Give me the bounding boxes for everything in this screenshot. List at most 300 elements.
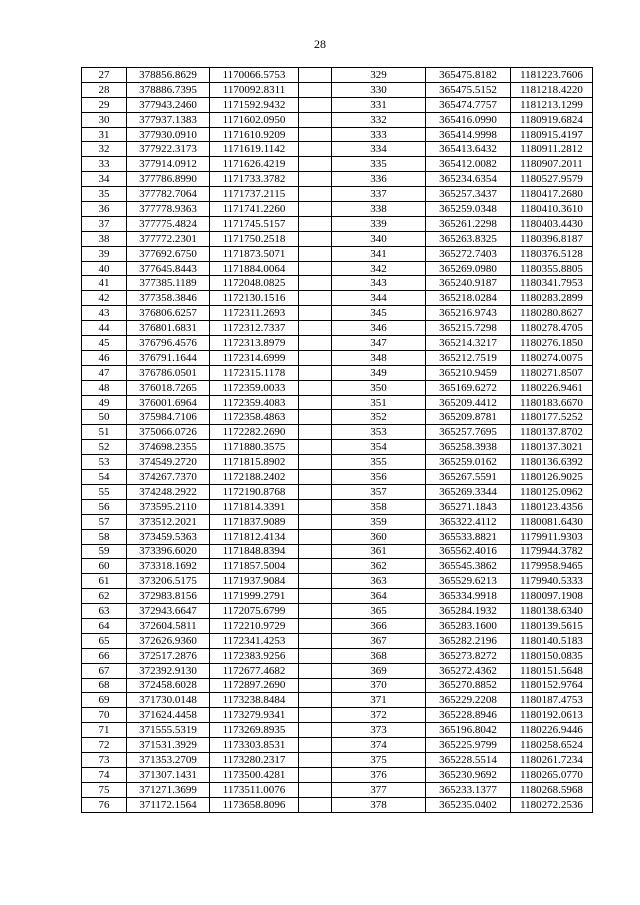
left-x-coordinate: 374698.2355 [127, 440, 210, 455]
left-y-coordinate: 1173303.8531 [210, 738, 299, 753]
column-gap [299, 187, 332, 202]
left-x-coordinate: 371271.3699 [127, 782, 210, 797]
left-y-coordinate: 1171937.9084 [210, 574, 299, 589]
left-point-number: 48 [82, 380, 127, 395]
left-y-coordinate: 1171814.3391 [210, 499, 299, 514]
right-point-number: 368 [332, 648, 426, 663]
right-y-coordinate: 1180151.5648 [511, 663, 593, 678]
right-y-coordinate: 1180907.2011 [511, 157, 593, 172]
right-point-number: 347 [332, 336, 426, 351]
left-point-number: 75 [82, 782, 127, 797]
left-y-coordinate: 1172282.2690 [210, 425, 299, 440]
column-gap [299, 499, 332, 514]
right-x-coordinate: 365272.7403 [426, 246, 511, 261]
column-gap [299, 172, 332, 187]
right-y-coordinate: 1181218.4220 [511, 82, 593, 97]
right-x-coordinate: 365562.4016 [426, 544, 511, 559]
left-y-coordinate: 1172314.6999 [210, 350, 299, 365]
left-x-coordinate: 377645.8443 [127, 261, 210, 276]
left-y-coordinate: 1171741.2260 [210, 202, 299, 217]
table-row [82, 723, 593, 738]
column-gap [299, 752, 332, 767]
right-x-coordinate: 365273.8272 [426, 648, 511, 663]
right-x-coordinate: 365259.0162 [426, 455, 511, 470]
right-x-coordinate: 365414.9998 [426, 127, 511, 142]
left-point-number: 62 [82, 589, 127, 604]
right-x-coordinate: 365233.1377 [426, 782, 511, 797]
right-x-coordinate: 365270.8852 [426, 678, 511, 693]
column-gap [299, 544, 332, 559]
left-y-coordinate: 1172190.8768 [210, 484, 299, 499]
right-x-coordinate: 365284.1932 [426, 604, 511, 619]
left-x-coordinate: 377772.2301 [127, 231, 210, 246]
left-x-coordinate: 378886.7395 [127, 82, 210, 97]
column-gap [299, 321, 332, 336]
left-x-coordinate: 377775.4824 [127, 216, 210, 231]
left-point-number: 43 [82, 306, 127, 321]
left-y-coordinate: 1172312.7337 [210, 321, 299, 336]
table-row [82, 112, 593, 127]
right-y-coordinate: 1180280.8627 [511, 306, 593, 321]
right-y-coordinate: 1180283.2899 [511, 291, 593, 306]
left-point-number: 45 [82, 336, 127, 351]
column-gap [299, 82, 332, 97]
right-point-number: 376 [332, 767, 426, 782]
column-gap [299, 559, 332, 574]
right-point-number: 369 [332, 663, 426, 678]
table-row [82, 350, 593, 365]
left-y-coordinate: 1173279.9341 [210, 708, 299, 723]
table-row [82, 797, 593, 812]
table-row [82, 336, 593, 351]
left-point-number: 49 [82, 395, 127, 410]
column-gap [299, 336, 332, 351]
right-y-coordinate: 1180376.5128 [511, 246, 593, 261]
column-gap [299, 395, 332, 410]
right-point-number: 351 [332, 395, 426, 410]
left-point-number: 46 [82, 350, 127, 365]
left-x-coordinate: 377692.6750 [127, 246, 210, 261]
left-y-coordinate: 1173511.0076 [210, 782, 299, 797]
left-x-coordinate: 373459.5363 [127, 529, 210, 544]
right-y-coordinate: 1180226.9446 [511, 723, 593, 738]
column-gap [299, 604, 332, 619]
right-y-coordinate: 1180137.3021 [511, 440, 593, 455]
right-x-coordinate: 365235.0402 [426, 797, 511, 812]
left-y-coordinate: 1171815.8902 [210, 455, 299, 470]
left-y-coordinate: 1172897.2690 [210, 678, 299, 693]
left-x-coordinate: 373206.5175 [127, 574, 210, 589]
column-gap [299, 708, 332, 723]
right-y-coordinate: 1180258.6524 [511, 738, 593, 753]
left-x-coordinate: 373318.1692 [127, 559, 210, 574]
table-row [82, 455, 593, 470]
right-x-coordinate: 365209.8781 [426, 410, 511, 425]
table-row [82, 127, 593, 142]
left-y-coordinate: 1172383.9256 [210, 648, 299, 663]
right-y-coordinate: 1180187.4753 [511, 693, 593, 708]
right-y-coordinate: 1180097.1908 [511, 589, 593, 604]
left-point-number: 69 [82, 693, 127, 708]
left-x-coordinate: 371307.1431 [127, 767, 210, 782]
right-x-coordinate: 365228.8946 [426, 708, 511, 723]
table-row [82, 440, 593, 455]
right-y-coordinate: 1179911.9303 [511, 529, 593, 544]
right-y-coordinate: 1180265.0770 [511, 767, 593, 782]
column-gap [299, 470, 332, 485]
right-y-coordinate: 1180341.7953 [511, 276, 593, 291]
table-row [82, 276, 593, 291]
right-point-number: 329 [332, 68, 426, 83]
table-row [82, 693, 593, 708]
right-y-coordinate: 1180192.0613 [511, 708, 593, 723]
left-x-coordinate: 371531.3929 [127, 738, 210, 753]
left-point-number: 55 [82, 484, 127, 499]
right-y-coordinate: 1180278.4705 [511, 321, 593, 336]
right-point-number: 335 [332, 157, 426, 172]
right-y-coordinate: 1180417.2680 [511, 187, 593, 202]
right-point-number: 377 [332, 782, 426, 797]
left-point-number: 64 [82, 618, 127, 633]
column-gap [299, 112, 332, 127]
left-y-coordinate: 1172311.2693 [210, 306, 299, 321]
left-y-coordinate: 1171812.4134 [210, 529, 299, 544]
right-x-coordinate: 365283.1600 [426, 618, 511, 633]
column-gap [299, 157, 332, 172]
right-x-coordinate: 365212.7519 [426, 350, 511, 365]
right-x-coordinate: 365272.4362 [426, 663, 511, 678]
left-point-number: 59 [82, 544, 127, 559]
left-point-number: 33 [82, 157, 127, 172]
right-point-number: 354 [332, 440, 426, 455]
table-row [82, 708, 593, 723]
table-row [82, 633, 593, 648]
right-point-number: 378 [332, 797, 426, 812]
left-x-coordinate: 376001.6964 [127, 395, 210, 410]
right-x-coordinate: 365412.0082 [426, 157, 511, 172]
left-point-number: 36 [82, 202, 127, 217]
right-point-number: 357 [332, 484, 426, 499]
right-point-number: 330 [332, 82, 426, 97]
column-gap [299, 231, 332, 246]
right-y-coordinate: 1180911.2812 [511, 142, 593, 157]
left-x-coordinate: 377786.8990 [127, 172, 210, 187]
left-x-coordinate: 372392.9130 [127, 663, 210, 678]
right-y-coordinate: 1180271.8507 [511, 365, 593, 380]
right-point-number: 371 [332, 693, 426, 708]
column-gap [299, 574, 332, 589]
right-x-coordinate: 365215.7298 [426, 321, 511, 336]
right-point-number: 336 [332, 172, 426, 187]
left-y-coordinate: 1170066.5753 [210, 68, 299, 83]
column-gap [299, 440, 332, 455]
column-gap [299, 142, 332, 157]
right-x-coordinate: 365209.4412 [426, 395, 511, 410]
column-gap [299, 618, 332, 633]
column-gap [299, 633, 332, 648]
right-x-coordinate: 365267.5591 [426, 470, 511, 485]
left-y-coordinate: 1173280.2317 [210, 752, 299, 767]
right-y-coordinate: 1180355.8805 [511, 261, 593, 276]
column-gap [299, 678, 332, 693]
table-row [82, 68, 593, 83]
left-x-coordinate: 377778.9363 [127, 202, 210, 217]
left-x-coordinate: 373396.6020 [127, 544, 210, 559]
left-y-coordinate: 1173658.8096 [210, 797, 299, 812]
right-x-coordinate: 365234.6354 [426, 172, 511, 187]
left-point-number: 39 [82, 246, 127, 261]
right-x-coordinate: 365225.9799 [426, 738, 511, 753]
right-x-coordinate: 365169.6272 [426, 380, 511, 395]
right-point-number: 370 [332, 678, 426, 693]
left-x-coordinate: 376806.6257 [127, 306, 210, 321]
right-point-number: 349 [332, 365, 426, 380]
left-y-coordinate: 1171837.9089 [210, 514, 299, 529]
column-gap [299, 425, 332, 440]
right-x-coordinate: 365322.4112 [426, 514, 511, 529]
column-gap [299, 97, 332, 112]
right-y-coordinate: 1180150.0835 [511, 648, 593, 663]
right-y-coordinate: 1180126.9025 [511, 470, 593, 485]
left-point-number: 29 [82, 97, 127, 112]
left-y-coordinate: 1171602.0950 [210, 112, 299, 127]
right-point-number: 367 [332, 633, 426, 648]
table-row [82, 187, 593, 202]
left-x-coordinate: 377782.7064 [127, 187, 210, 202]
right-x-coordinate: 365282.2196 [426, 633, 511, 648]
left-point-number: 57 [82, 514, 127, 529]
left-point-number: 38 [82, 231, 127, 246]
right-x-coordinate: 365257.7695 [426, 425, 511, 440]
left-y-coordinate: 1172048.0825 [210, 276, 299, 291]
right-y-coordinate: 1180272.2536 [511, 797, 593, 812]
right-y-coordinate: 1180261.7234 [511, 752, 593, 767]
right-point-number: 350 [332, 380, 426, 395]
table-row [82, 470, 593, 485]
left-point-number: 67 [82, 663, 127, 678]
column-gap [299, 291, 332, 306]
right-point-number: 356 [332, 470, 426, 485]
left-y-coordinate: 1171592.9432 [210, 97, 299, 112]
right-point-number: 339 [332, 216, 426, 231]
left-point-number: 76 [82, 797, 127, 812]
right-point-number: 348 [332, 350, 426, 365]
left-y-coordinate: 1172358.4863 [210, 410, 299, 425]
left-y-coordinate: 1170092.8311 [210, 82, 299, 97]
table-row [82, 142, 593, 157]
left-point-number: 44 [82, 321, 127, 336]
right-x-coordinate: 365230.9692 [426, 767, 511, 782]
right-point-number: 372 [332, 708, 426, 723]
right-point-number: 359 [332, 514, 426, 529]
left-x-coordinate: 372458.6028 [127, 678, 210, 693]
left-x-coordinate: 374248.2922 [127, 484, 210, 499]
right-x-coordinate: 365545.3862 [426, 559, 511, 574]
column-gap [299, 276, 332, 291]
column-gap [299, 484, 332, 499]
left-y-coordinate: 1171733.3782 [210, 172, 299, 187]
column-gap [299, 127, 332, 142]
right-x-coordinate: 365474.7757 [426, 97, 511, 112]
right-x-coordinate: 365218.0284 [426, 291, 511, 306]
left-x-coordinate: 376018.7265 [127, 380, 210, 395]
table-row [82, 97, 593, 112]
right-point-number: 374 [332, 738, 426, 753]
right-y-coordinate: 1180123.4356 [511, 499, 593, 514]
right-x-coordinate: 365533.8821 [426, 529, 511, 544]
table-row [82, 484, 593, 499]
right-point-number: 360 [332, 529, 426, 544]
right-x-coordinate: 365196.8042 [426, 723, 511, 738]
column-gap [299, 455, 332, 470]
left-point-number: 65 [82, 633, 127, 648]
column-gap [299, 365, 332, 380]
left-point-number: 35 [82, 187, 127, 202]
left-x-coordinate: 372943.6647 [127, 604, 210, 619]
table-row [82, 767, 593, 782]
left-point-number: 66 [82, 648, 127, 663]
left-point-number: 32 [82, 142, 127, 157]
right-point-number: 332 [332, 112, 426, 127]
left-x-coordinate: 377922.3173 [127, 142, 210, 157]
left-x-coordinate: 373595.2110 [127, 499, 210, 514]
left-y-coordinate: 1171848.8394 [210, 544, 299, 559]
right-point-number: 362 [332, 559, 426, 574]
left-x-coordinate: 371172.1564 [127, 797, 210, 812]
right-y-coordinate: 1180276.1850 [511, 336, 593, 351]
column-gap [299, 202, 332, 217]
right-point-number: 331 [332, 97, 426, 112]
right-x-coordinate: 365229.2208 [426, 693, 511, 708]
left-y-coordinate: 1172188.2402 [210, 470, 299, 485]
column-gap [299, 410, 332, 425]
left-point-number: 51 [82, 425, 127, 440]
column-gap [299, 663, 332, 678]
right-x-coordinate: 365269.0980 [426, 261, 511, 276]
left-point-number: 72 [82, 738, 127, 753]
right-x-coordinate: 365259.0348 [426, 202, 511, 217]
table-row [82, 663, 593, 678]
right-point-number: 333 [332, 127, 426, 142]
right-y-coordinate: 1180274.0075 [511, 350, 593, 365]
left-x-coordinate: 377930.0910 [127, 127, 210, 142]
right-y-coordinate: 1180177.5252 [511, 410, 593, 425]
right-x-coordinate: 365261.2298 [426, 216, 511, 231]
left-point-number: 50 [82, 410, 127, 425]
left-point-number: 34 [82, 172, 127, 187]
left-point-number: 68 [82, 678, 127, 693]
right-x-coordinate: 365210.9459 [426, 365, 511, 380]
right-x-coordinate: 365475.8182 [426, 68, 511, 83]
column-gap [299, 261, 332, 276]
table-row [82, 216, 593, 231]
left-y-coordinate: 1172341.4253 [210, 633, 299, 648]
right-point-number: 366 [332, 618, 426, 633]
left-x-coordinate: 371624.4458 [127, 708, 210, 723]
left-y-coordinate: 1173238.8484 [210, 693, 299, 708]
right-point-number: 345 [332, 306, 426, 321]
right-point-number: 355 [332, 455, 426, 470]
left-x-coordinate: 376791.1644 [127, 350, 210, 365]
table-row [82, 172, 593, 187]
column-gap [299, 350, 332, 365]
right-y-coordinate: 1180140.5183 [511, 633, 593, 648]
table-row [82, 529, 593, 544]
right-x-coordinate: 365334.9918 [426, 589, 511, 604]
right-y-coordinate: 1180152.9764 [511, 678, 593, 693]
left-y-coordinate: 1171745.5157 [210, 216, 299, 231]
right-x-coordinate: 365416.0990 [426, 112, 511, 127]
right-y-coordinate: 1180081.6430 [511, 514, 593, 529]
table-row [82, 202, 593, 217]
left-y-coordinate: 1172359.0033 [210, 380, 299, 395]
left-x-coordinate: 377385.1189 [127, 276, 210, 291]
right-x-coordinate: 365258.3938 [426, 440, 511, 455]
table-row [82, 604, 593, 619]
right-y-coordinate: 1179944.3782 [511, 544, 593, 559]
right-y-coordinate: 1180919.6824 [511, 112, 593, 127]
table-row [82, 321, 593, 336]
right-point-number: 337 [332, 187, 426, 202]
left-x-coordinate: 376801.6831 [127, 321, 210, 336]
right-y-coordinate: 1180137.8702 [511, 425, 593, 440]
column-gap [299, 797, 332, 812]
column-gap [299, 514, 332, 529]
right-x-coordinate: 365263.8325 [426, 231, 511, 246]
left-point-number: 73 [82, 752, 127, 767]
column-gap [299, 216, 332, 231]
right-point-number: 365 [332, 604, 426, 619]
left-point-number: 56 [82, 499, 127, 514]
right-x-coordinate: 365240.9187 [426, 276, 511, 291]
right-point-number: 352 [332, 410, 426, 425]
table-row [82, 678, 593, 693]
table-row [82, 380, 593, 395]
left-point-number: 41 [82, 276, 127, 291]
left-x-coordinate: 377358.3846 [127, 291, 210, 306]
right-point-number: 353 [332, 425, 426, 440]
left-y-coordinate: 1171999.2791 [210, 589, 299, 604]
left-x-coordinate: 373512.2021 [127, 514, 210, 529]
right-point-number: 361 [332, 544, 426, 559]
table-row [82, 82, 593, 97]
left-point-number: 71 [82, 723, 127, 738]
table-row [82, 261, 593, 276]
left-y-coordinate: 1172130.1516 [210, 291, 299, 306]
column-gap [299, 767, 332, 782]
left-point-number: 70 [82, 708, 127, 723]
left-x-coordinate: 376796.4576 [127, 336, 210, 351]
coordinates-table [81, 67, 593, 813]
right-point-number: 358 [332, 499, 426, 514]
table-row [82, 231, 593, 246]
table-row [82, 544, 593, 559]
table-row [82, 499, 593, 514]
left-point-number: 54 [82, 470, 127, 485]
right-y-coordinate: 1180396.8187 [511, 231, 593, 246]
right-point-number: 363 [332, 574, 426, 589]
column-gap [299, 693, 332, 708]
column-gap [299, 529, 332, 544]
left-x-coordinate: 374549.2720 [127, 455, 210, 470]
left-x-coordinate: 371353.2709 [127, 752, 210, 767]
coordinates-table-body [82, 68, 593, 813]
right-point-number: 342 [332, 261, 426, 276]
left-x-coordinate: 377914.0912 [127, 157, 210, 172]
column-gap [299, 648, 332, 663]
column-gap [299, 246, 332, 261]
table-row [82, 157, 593, 172]
